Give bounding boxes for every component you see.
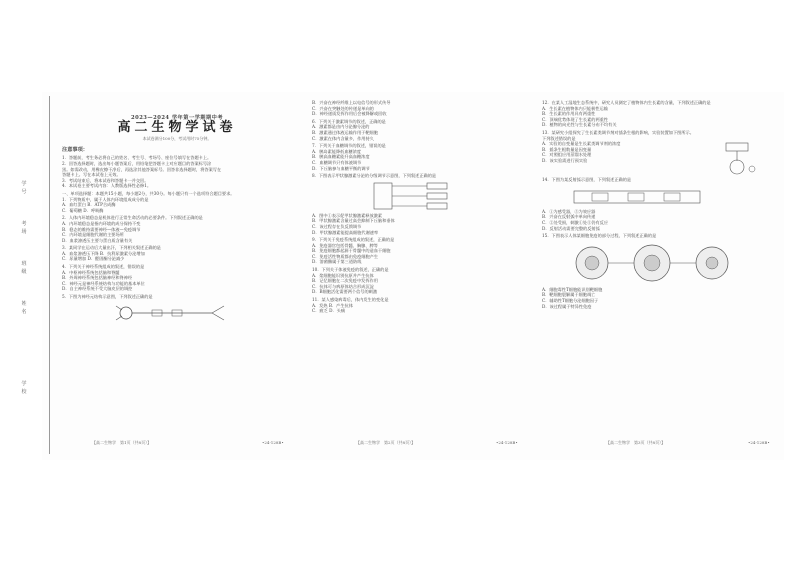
question-text: 8．下图表示甲状腺激素分泌的分级调节示意图，下列叙述正确的是 [312,173,437,179]
option-line: D．B细胞活化需要两个信号的刺激 [312,289,378,295]
option-line: C．尿量增加 D．醛固酮分泌减少 [62,256,125,262]
question-text: 10．下列关于体液免疫的叙述，正确的是 [312,267,389,273]
notes-line: 1．答题前，考生务必将自己的姓名、考生号、考场号、座位号填写在答题卡上。 [62,155,212,161]
option-line: D．甲状腺激素能提高细胞代谢速率 [312,229,379,235]
notes-line: 4．本试卷主要考试内容：人教版选择性必修1。 [62,183,152,189]
binding-line [49,96,50,454]
option-line: C．血糖调节只有体液调节 [312,159,362,165]
question-text: 3．某同学在运动后大量出汗，下列相关叙述正确的是 [62,245,161,251]
side-label: 名 [21,309,27,315]
option-line: A．浆细胞能识别抗原并产生抗体 [312,272,374,278]
side-label: 考 [21,221,27,227]
side-label: 级 [21,269,27,275]
question-text: 1．下列物质中，属于人体内环境组成成分的是 [62,196,149,202]
apparatus-figure [720,141,760,175]
notes-line: 2．回答选择题时，选出每小题答案后，用铅笔把答题卡上对应题目的答案标号涂 [62,160,212,166]
question-text: 11．某人感染病毒后，体内发生的变化是 [312,297,389,303]
option-line: A．图中①表示促甲状腺激素释放激素 [312,212,383,218]
immune-cell-figure [562,241,742,285]
option-line: A．内环境稳态是指内环境的成分保持不变 [62,220,141,226]
option-line: B．兴奋在神经纤维上以电信号的形式传导 [312,100,391,105]
experiment-block [542,141,774,175]
hormone-figure [372,181,452,211]
option-line: A．发热 B．产生抗体 [312,302,353,308]
side-label: 学 [21,181,27,187]
notes-heading: 注意事项： [62,146,88,153]
option-line: D．反射活动需要完整的反射弧 [542,225,600,231]
option-line: A．生长素在植物体内只能极性运输 [542,105,608,111]
neuron-figure [112,302,232,324]
option-line: C．顶端优势体现了生长素的两重性 [542,116,609,122]
side-label: 校 [21,389,27,395]
exam-year-line: 2023—2024 学年第一学期期中考 [130,115,224,121]
option-line: C．抗体可与病原体结合形成沉淀 [312,283,374,289]
option-line: D．神经递质发挥作用后会被降解或回收 [312,111,387,117]
option-line: B．插条生根数量是因变量 [542,146,592,152]
page-column-2 [312,100,532,450]
side-label: 号 [21,189,27,195]
option-line: C．对照组应用蒸馏水处理 [542,152,592,158]
option-line: D．下丘脑参与血糖平衡的调节 [312,165,370,171]
option-line: C．该过程存在负反馈调节 [312,223,362,229]
question-text: 7．下列关于血糖调节的叙述，错误的是 [312,143,386,149]
page-code: •24-128B• [496,440,518,445]
question-text: 15．下图表示人体某细胞免疫的部分过程，下列叙述正确的是 [542,233,657,239]
question-text: 12．在某人工湿地生态系统中，研究人员测定了植物体内生长素的含量，下列叙述正确的是 [542,100,711,105]
question-text: 下列叙述错误的是 [542,135,576,141]
option-line: C．神经元是神经系统结构与功能的基本单位 [62,280,145,286]
option-line: B．生长素的作用具有两重性 [542,111,596,117]
question-text: 6．下列关于激素调节的叙述，正确的是 [312,118,386,124]
option-line: A．血红蛋白 B．ATP合成酶 [62,202,116,208]
option-line: C．激素在体内含量多，作用持久 [312,135,374,141]
notes-line: 3．考试结束后，将本试卷和答题卡一并交回。 [62,177,149,183]
option-line: C．免疫活性物质都由免疫细胞产生 [312,253,379,259]
notes-line: 黑。如需改动，用橡皮擦干净后，再选涂其他答案标号。回答非选择题时，将答案写在 [62,166,222,172]
option-line: B．靶细胞裂解属于细胞凋亡 [542,292,596,298]
side-label: 场 [21,229,27,235]
option-line: A．胰岛素能降低血糖浓度 [312,148,362,154]
question-text: 14．下图为某反射弧示意图，下列叙述正确的是 [542,177,632,183]
option-line: B．记忆细胞在二次免疫中发挥作用 [312,278,378,284]
option-line: D．该过程属于特异性免疫 [542,303,592,309]
page-footer: 【高二生物学 第1页（共8页）】 [92,440,152,445]
exam-info: 本试卷满分100分，考试用时75分钟。 [142,136,212,142]
option-line: C．疲乏 D．头痛 [312,308,346,314]
option-line: A．激素都是由内分泌腺分泌的 [312,124,370,130]
option-line: A．实验的自变量是生长素类调节剂的浓度 [542,141,621,147]
side-label: 姓 [21,301,27,307]
option-line: B．免疫细胞都起源于骨髓中的造血干细胞 [312,248,391,254]
question-text: 13．某研究小组探究了生长素类调节剂对插条生根的影响，实验装置如下图所示。 [542,129,694,135]
option-line: C．兴奋在突触处的传递是单向的 [312,105,374,111]
option-line: A．①为感受器，⑤为效应器 [542,208,596,214]
side-label: 班 [21,261,27,267]
option-line: B．稳态的维持需要神经—体液—免疫调节 [62,226,141,232]
question-text: 一、单项选择题：本题共15小题，每小题2分，共30分。每小题只有一个选项符合题目要求。 [62,190,235,196]
option-line: D．溶菌酶属于第三道防线 [312,259,362,265]
side-label: 学 [21,381,27,387]
page-footer: 【高二生物学 第2页（共8页）】 [356,440,416,445]
option-line: C．②处受损，刺激①处⑤仍有反应 [542,219,609,225]
notes-line: 答题卡上。写在本试卷上无效。 [62,172,121,178]
page-code: •24-128B• [262,440,284,445]
exam-title: 高二生物学试卷 [117,119,237,135]
experiment-options [542,141,702,163]
option-line: D．植物的向光性与生长素分布不均有关 [542,122,617,128]
option-line: D．该实验需进行预实验 [542,157,588,163]
option-line: B．胰高血糖素能升高血糖浓度 [312,154,370,160]
option-line: D．自主神经系统不受大脑皮层的调控 [62,286,133,292]
option-line: C．辅助性T细胞分泌细胞因子 [542,297,599,303]
reflex-arc-figure [572,185,702,207]
option-line: B．兴奋在反射弧中单向传递 [542,214,596,220]
option-line: D．血浆渗透压主要与蛋白质含量有关 [62,237,133,243]
question-text: 4．下列关于神经系统组成的叙述，错误的是 [62,264,145,270]
page-code: •24-128B• [748,440,770,445]
binding-margin [20,180,44,440]
option-line: A．细胞毒性T细胞能识别靶细胞 [542,286,603,292]
question-text: 9．下列关于免疫系统组成的叙述，正确的是 [312,237,395,243]
option-line: A．中枢神经系统包括脑和脊髓 [62,269,120,275]
question-text: 5．下图为神经元结构示意图，下列叙述正确的是 [62,294,153,300]
question-text: 2．人体内环境稳态是机体进行正常生命活动的必要条件。下列叙述正确的是 [62,215,203,221]
page-column-3 [542,100,774,450]
option-line: C．葡萄糖 D．呼吸酶 [62,207,104,213]
page-column-1 [62,100,292,450]
option-line: B．外周神经系统包括脑神经和脊神经 [62,275,133,281]
option-line: A．免疫器官包括骨髓、胸腺、脾等 [312,242,378,248]
page-footer: 【高二生物学 第3页（共8页）】 [606,440,666,445]
option-line: B．甲状腺激素含量过高会抑制下丘脑和垂体 [312,218,395,224]
option-line: B．激素通过体液运输作用于靶细胞 [312,129,378,135]
option-line: C．内环境是细胞代谢的主要场所 [62,232,124,238]
option-line: A．血浆渗透压下降 B．抗利尿激素分泌增加 [62,250,145,256]
